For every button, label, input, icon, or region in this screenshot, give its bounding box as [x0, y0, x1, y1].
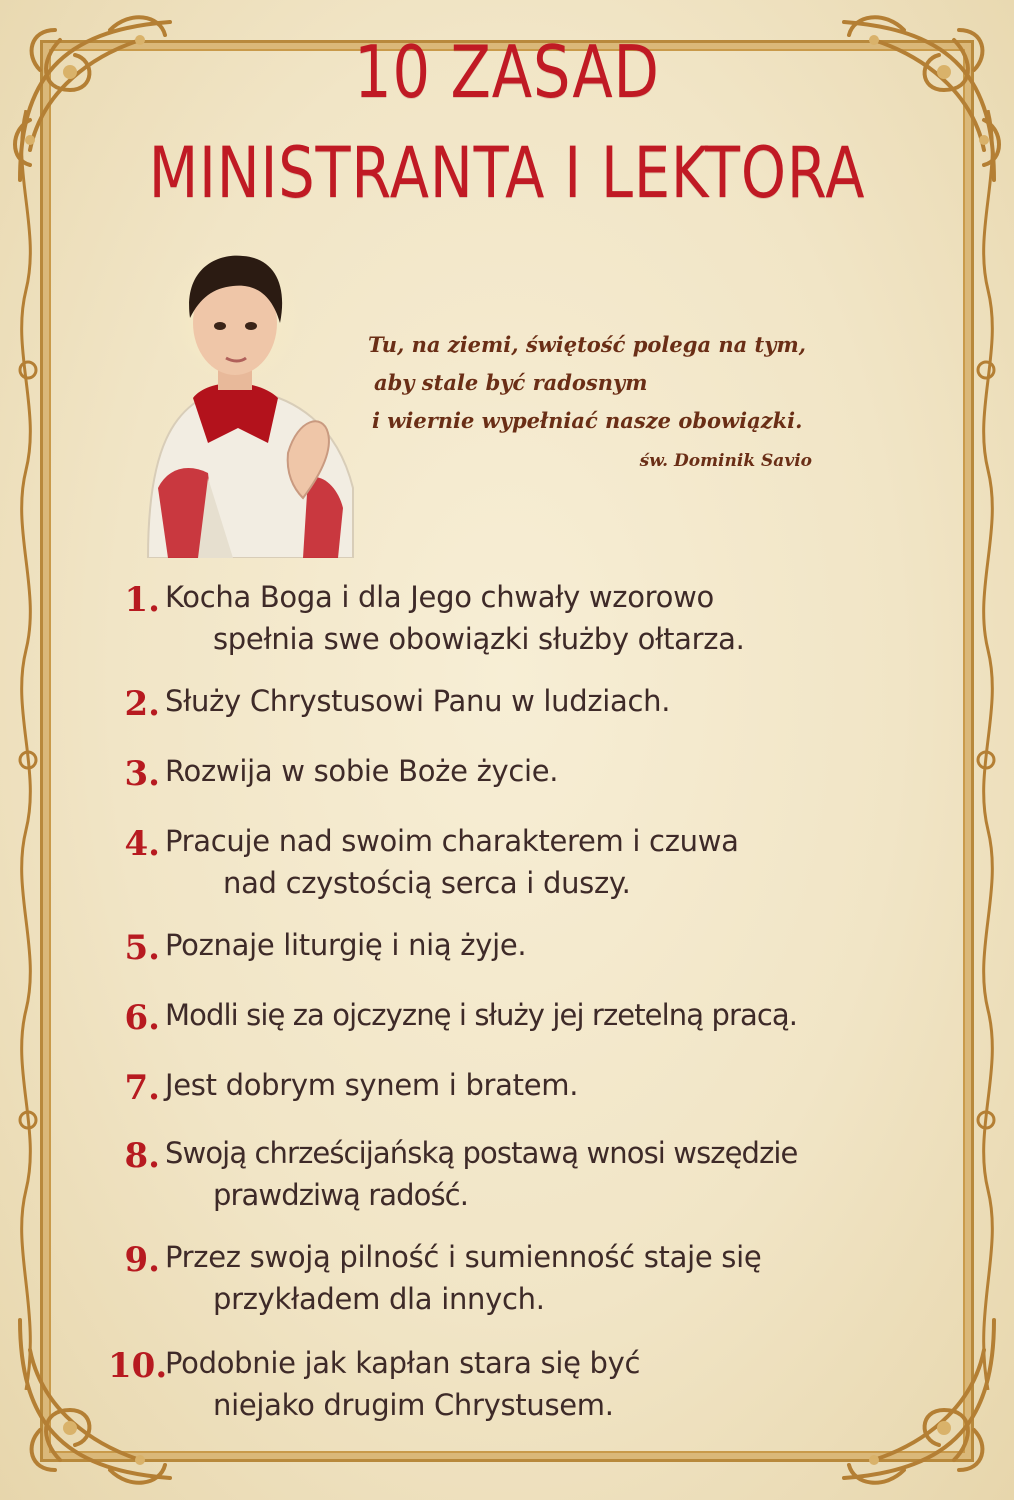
rule-text — [165, 924, 526, 966]
rule-text — [165, 994, 797, 1036]
page-title-line-1: 10 ZASAD — [354, 30, 660, 114]
rule-number: 8. — [124, 1136, 160, 1176]
rule-text-line-1: Przez swoją pilność i sumienność staje się — [165, 1240, 762, 1274]
rule-text — [165, 680, 670, 722]
rule-text-line-2: niejako drugim Chrystusem. — [213, 1388, 614, 1422]
rule-text-line-1: Podobnie jak kapłan stara się być — [165, 1346, 641, 1380]
rule-number: 4. — [124, 824, 160, 864]
rule-text-line-1: Pracuje nad swoim charakterem i czuwa — [165, 824, 739, 858]
rule-text — [165, 1132, 798, 1216]
rule-text-line-1: Rozwija w sobie Boże życie. — [165, 754, 559, 788]
rule-number: 6. — [124, 998, 160, 1038]
rule-number: 5. — [124, 928, 160, 968]
rule-number: 10. — [108, 1346, 168, 1386]
rule-text-line-2: spełnia swe obowiązki służby ołtarza. — [213, 622, 745, 656]
quote-line-1: Tu, na ziemi, świętość polega na tym, — [368, 332, 806, 357]
rule-text — [165, 576, 745, 660]
rule-text-line-1: Poznaje liturgię i nią żyje. — [165, 928, 527, 962]
rule-text-line-1: Kocha Boga i dla Jego chwały wzorowo — [165, 580, 714, 614]
rule-text-line-1: Modli się za ojczyznę i służy jej rzetelną pracą. — [165, 998, 798, 1032]
rule-text-line-1: Swoją chrześcijańską postawą wnosi wszędzie — [165, 1136, 798, 1170]
rule-number: 9. — [124, 1240, 160, 1280]
quote-line-3: i wiernie wypełniać nasze obowiązki. — [372, 408, 803, 433]
rule-text — [165, 1064, 578, 1106]
rule-number: 1. — [124, 580, 160, 620]
rule-text — [165, 1342, 640, 1426]
rule-number: 2. — [124, 684, 160, 724]
quote-line-2: aby stale być radosnym — [374, 370, 648, 395]
right-scroll-ornament — [968, 110, 1008, 1390]
left-scroll-ornament — [6, 110, 46, 1390]
rule-number: 7. — [124, 1068, 160, 1108]
rule-text — [165, 1236, 761, 1320]
quote-author: św. Dominik Savio — [639, 451, 812, 471]
rule-text-line-2: nad czystością serca i duszy. — [223, 866, 631, 900]
rule-text-line-2: prawdziwą radość. — [213, 1178, 469, 1212]
corner-ornament-bottom-right — [814, 1300, 1014, 1500]
rule-number: 3. — [124, 754, 160, 794]
quote-block — [330, 326, 850, 480]
rule-text — [165, 820, 739, 904]
rule-text-line-1: Służy Chrystusowi Panu w ludziach. — [165, 684, 671, 718]
rule-text-line-2: przykładem dla innych. — [213, 1282, 545, 1316]
rule-text — [165, 750, 558, 792]
rule-text-line-1: Jest dobrym synem i bratem. — [165, 1068, 579, 1102]
page-title-line-2: MINISTRANTA I LEKTORA — [148, 132, 866, 214]
